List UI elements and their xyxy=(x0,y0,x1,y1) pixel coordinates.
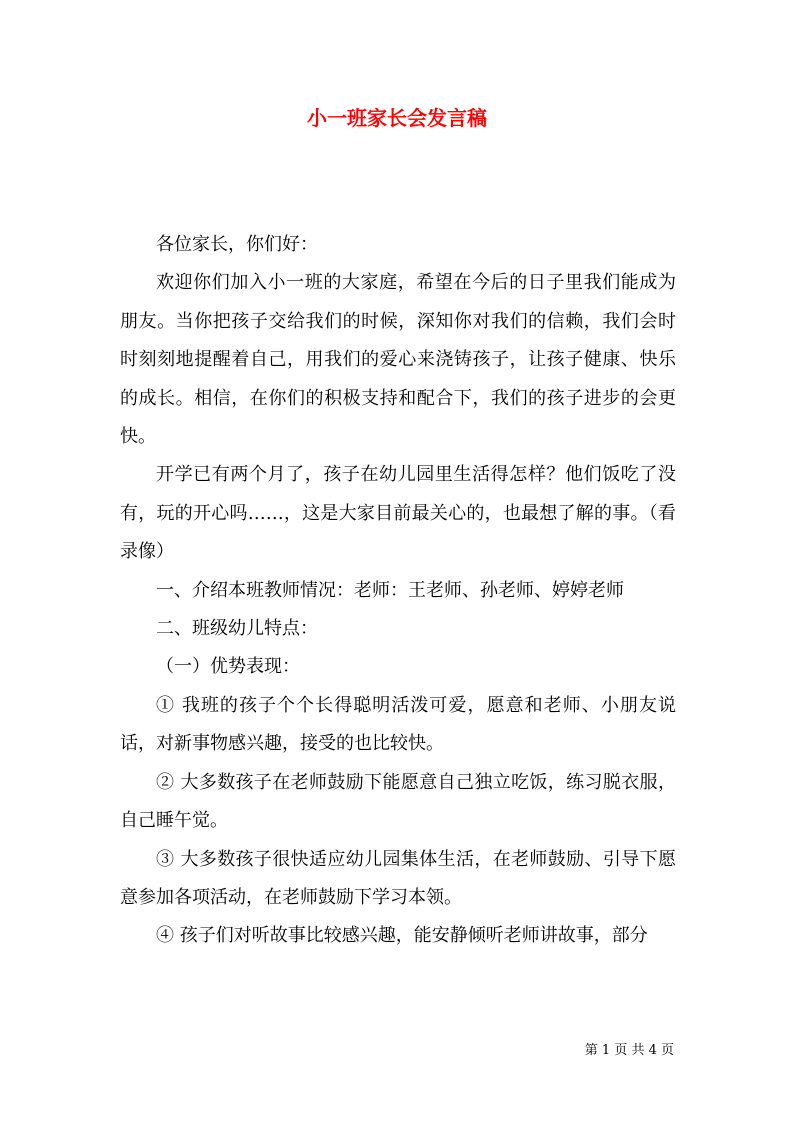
document-title: 小一班家长会发言稿 xyxy=(307,106,487,130)
welcome-paragraph: 欢迎你们加入小一班的大家庭，希望在今后的日子里我们能成为朋友。当你把孩子交给我们的时候，深知你对我们的信赖，我们会时时刻刻地提醒着自己，用我们的爱心来浇铸孩子，让孩子健康、快乐的成长。相信，在你们的积极支持和配合下，我们的孩子进步的会更快。 xyxy=(120,272,676,448)
document-body xyxy=(120,226,676,956)
strength-item-3: ③ 大多数孩子很快适应幼儿园集体生活，在老师鼓励、引导下愿意参加各项活动，在老师鼓励下学习本领。 xyxy=(120,848,676,908)
greeting-paragraph: 各位家长，你们好： xyxy=(156,234,318,255)
teacher-intro-heading: 一、介绍本班教师情况：老师：王老师、孙老师、婷婷老师 xyxy=(156,579,624,601)
school-life-paragraph: 开学已有两个月了，孩子在幼儿园里生活得怎样？他们饭吃了没有，玩的开心吗……，这是大家目前最关心的，也最想了解的事。（看录像） xyxy=(120,464,676,563)
strength-item-4: ④ 孩子们对听故事比较感兴趣，能安静倾听老师讲故事，部分 xyxy=(156,925,648,947)
page-footer xyxy=(560,1042,674,1060)
page-number: 第 1 页 共 4 页 xyxy=(584,1043,674,1058)
strengths-heading: （一）优势表现： xyxy=(156,656,300,678)
strength-item-2: ② 大多数孩子在老师鼓励下能愿意自己独立吃饭，练习脱衣服，自己睡午觉。 xyxy=(120,771,676,832)
strength-item-1: ① 我班的孩子个个长得聪明活泼可爱，愿意和老师、小朋友说话，对新事物感兴趣，接受的也比较快。 xyxy=(120,694,676,755)
class-traits-heading: 二、班级幼儿特点： xyxy=(156,618,318,640)
